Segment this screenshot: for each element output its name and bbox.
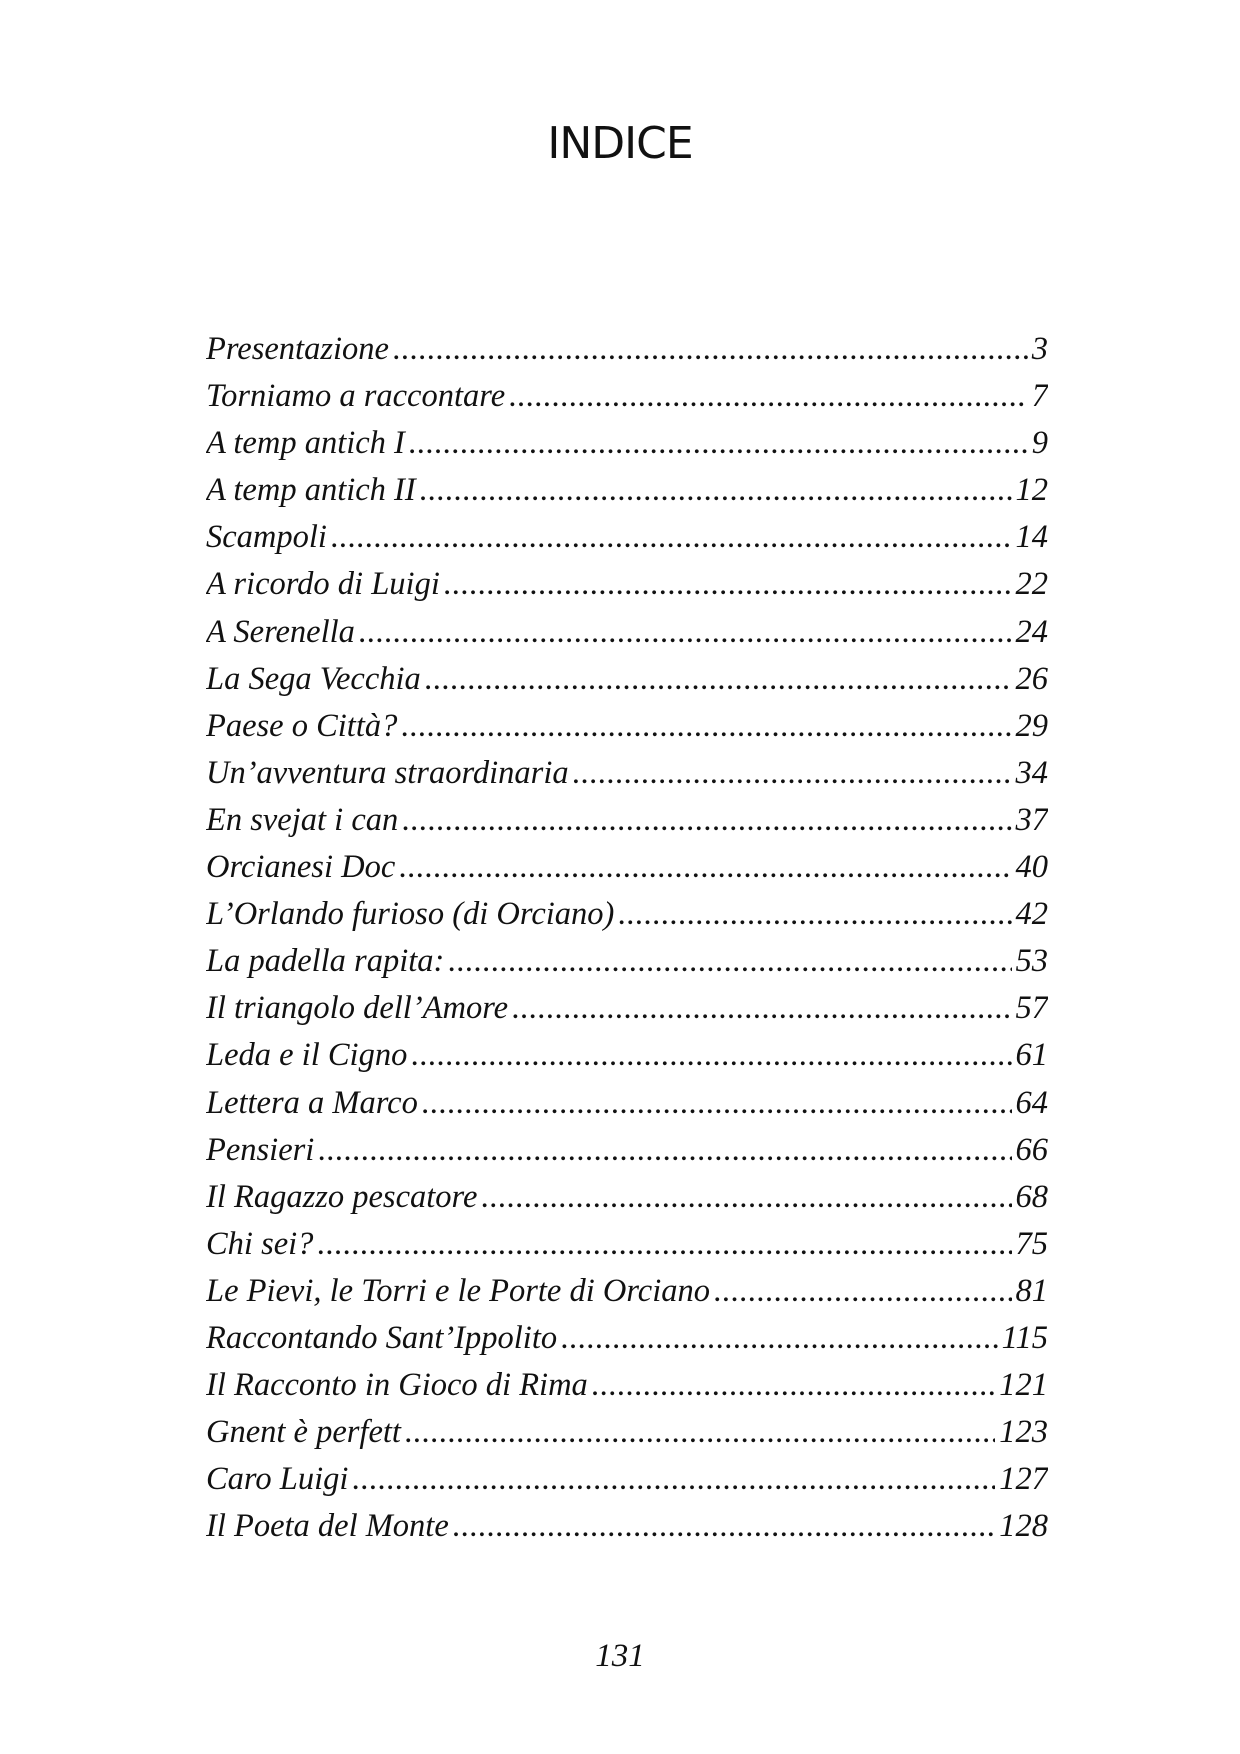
toc-dot-leader: [561, 1315, 998, 1362]
toc-dot-leader: [411, 1032, 1011, 1079]
toc-dot-leader: [425, 656, 1012, 703]
toc-entry-title: A temp antich I: [206, 425, 405, 462]
toc-entry: [206, 514, 1048, 561]
toc-entry-page: 128: [999, 1508, 1048, 1545]
toc-dot-leader: [318, 1127, 1011, 1174]
toc-entry: [206, 1268, 1048, 1315]
toc-entry: [206, 656, 1048, 703]
toc-entry-title: Lettera a Marco: [206, 1084, 418, 1121]
toc-entry-page: 37: [1015, 801, 1048, 838]
toc-entry-title: Leda e il Cigno: [206, 1037, 408, 1074]
toc-dot-leader: [509, 373, 1028, 420]
toc-entry-title: La Sega Vecchia: [206, 660, 421, 697]
toc-entry: [206, 1221, 1048, 1268]
toc-entry-title: L’Orlando furioso (di Orciano): [206, 896, 615, 933]
toc-entry: [206, 561, 1048, 608]
toc-entry-page: 127: [999, 1461, 1048, 1498]
toc-entry-title: Pensieri: [206, 1131, 315, 1168]
toc-entry-page: 22: [1015, 566, 1048, 603]
toc-dot-leader: [448, 938, 1011, 985]
toc-dot-leader: [405, 1409, 995, 1456]
toc-entry-page: 66: [1015, 1131, 1048, 1168]
toc-entry-title: Gnent è perfett: [206, 1414, 401, 1451]
page-title: INDICE: [547, 118, 693, 169]
toc-dot-leader: [331, 514, 1012, 561]
toc-dot-leader: [409, 420, 1028, 467]
toc-entry: [206, 1503, 1048, 1550]
toc-dot-leader: [352, 1456, 995, 1503]
toc-dot-leader: [481, 1174, 1011, 1221]
toc-entry: [206, 467, 1048, 514]
toc-dot-leader: [714, 1268, 1012, 1315]
toc-entry-page: 75: [1015, 1225, 1048, 1262]
toc-entry-title: Chi sei?: [206, 1225, 314, 1262]
toc-entry-page: 53: [1015, 943, 1048, 980]
toc-entry: [206, 420, 1048, 467]
toc-entry-title: Scampoli: [206, 519, 327, 556]
toc-entry-title: La padella rapita:: [206, 943, 445, 980]
toc-entry-page: 42: [1015, 896, 1048, 933]
toc-entry: [206, 1127, 1048, 1174]
toc-entry-page: 81: [1015, 1272, 1048, 1309]
toc-dot-leader: [401, 703, 1011, 750]
toc-entry-title: Il triangolo dell’Amore: [206, 990, 509, 1027]
toc-entry-page: 115: [1001, 1319, 1048, 1356]
toc-dot-leader: [393, 326, 1028, 373]
toc-dot-leader: [573, 750, 1012, 797]
toc-dot-leader: [592, 1362, 995, 1409]
toc-entry-title: Raccontando Sant’Ippolito: [206, 1319, 558, 1356]
toc-entry-page: 14: [1015, 519, 1048, 556]
toc-entry: [206, 609, 1048, 656]
toc-entry-title: A temp antich II: [206, 472, 416, 509]
toc-dot-leader: [317, 1221, 1011, 1268]
toc-entry-title: Torniamo a raccontare: [206, 378, 506, 415]
toc-entry-page: 57: [1015, 990, 1048, 1027]
toc-entry-page: 34: [1015, 754, 1048, 791]
toc-dot-leader: [444, 561, 1012, 608]
toc-entry-title: Il Ragazzo pescatore: [206, 1178, 478, 1215]
toc-entry: [206, 1315, 1048, 1362]
toc-entry-page: 68: [1015, 1178, 1048, 1215]
toc-entry: [206, 1409, 1048, 1456]
toc-entry-title: Orcianesi Doc: [206, 849, 396, 886]
toc-entry-page: 40: [1015, 849, 1048, 886]
toc-entry-page: 26: [1015, 660, 1048, 697]
toc-entry-page: 9: [1031, 425, 1048, 462]
toc-entry: [206, 326, 1048, 373]
toc-entry: [206, 1080, 1048, 1127]
toc-dot-leader: [453, 1503, 995, 1550]
toc-entry-page: 64: [1015, 1084, 1048, 1121]
toc-entry-title: A Serenella: [206, 613, 355, 650]
toc-entry-title: Un’avventura straordinaria: [206, 754, 569, 791]
toc-dot-leader: [618, 891, 1011, 938]
toc-entry-page: 12: [1015, 472, 1048, 509]
toc-entry: [206, 703, 1048, 750]
toc-entry: [206, 891, 1048, 938]
toc-entry: [206, 938, 1048, 985]
toc-entry-page: 24: [1015, 613, 1048, 650]
toc-entry-page: 123: [999, 1414, 1048, 1451]
toc-entry: [206, 1456, 1048, 1503]
page-number: 131: [595, 1638, 645, 1674]
toc-entry-title: En svejat i can: [206, 801, 399, 838]
toc-entry: [206, 750, 1048, 797]
toc-entry: [206, 373, 1048, 420]
toc-entry: [206, 1362, 1048, 1409]
toc-entry-title: Caro Luigi: [206, 1461, 349, 1498]
toc-entry-title: Il Poeta del Monte: [206, 1508, 449, 1545]
toc-dot-leader: [420, 467, 1012, 514]
toc-entry-page: 61: [1015, 1037, 1048, 1074]
toc-entry-page: 7: [1031, 378, 1048, 415]
toc-entry-page: 121: [999, 1367, 1048, 1404]
toc-entry: [206, 797, 1048, 844]
table-of-contents: [206, 326, 1048, 1550]
toc-dot-leader: [512, 985, 1011, 1032]
toc-entry-title: Paese o Città?: [206, 707, 398, 744]
toc-entry: [206, 985, 1048, 1032]
toc-entry-title: Le Pievi, le Torri e le Porte di Orciano: [206, 1272, 710, 1309]
toc-dot-leader: [422, 1080, 1012, 1127]
toc-entry: [206, 1174, 1048, 1221]
toc-entry: [206, 1032, 1048, 1079]
toc-dot-leader: [402, 797, 1011, 844]
toc-entry-title: Presentazione: [206, 331, 389, 367]
toc-entry-page: 3: [1031, 331, 1048, 367]
toc-dot-leader: [359, 609, 1012, 656]
toc-entry: [206, 844, 1048, 891]
toc-entry-title: Il Racconto in Gioco di Rima: [206, 1367, 588, 1404]
toc-entry-title: A ricordo di Luigi: [206, 566, 440, 603]
toc-entry-page: 29: [1015, 707, 1048, 744]
toc-dot-leader: [399, 844, 1011, 891]
